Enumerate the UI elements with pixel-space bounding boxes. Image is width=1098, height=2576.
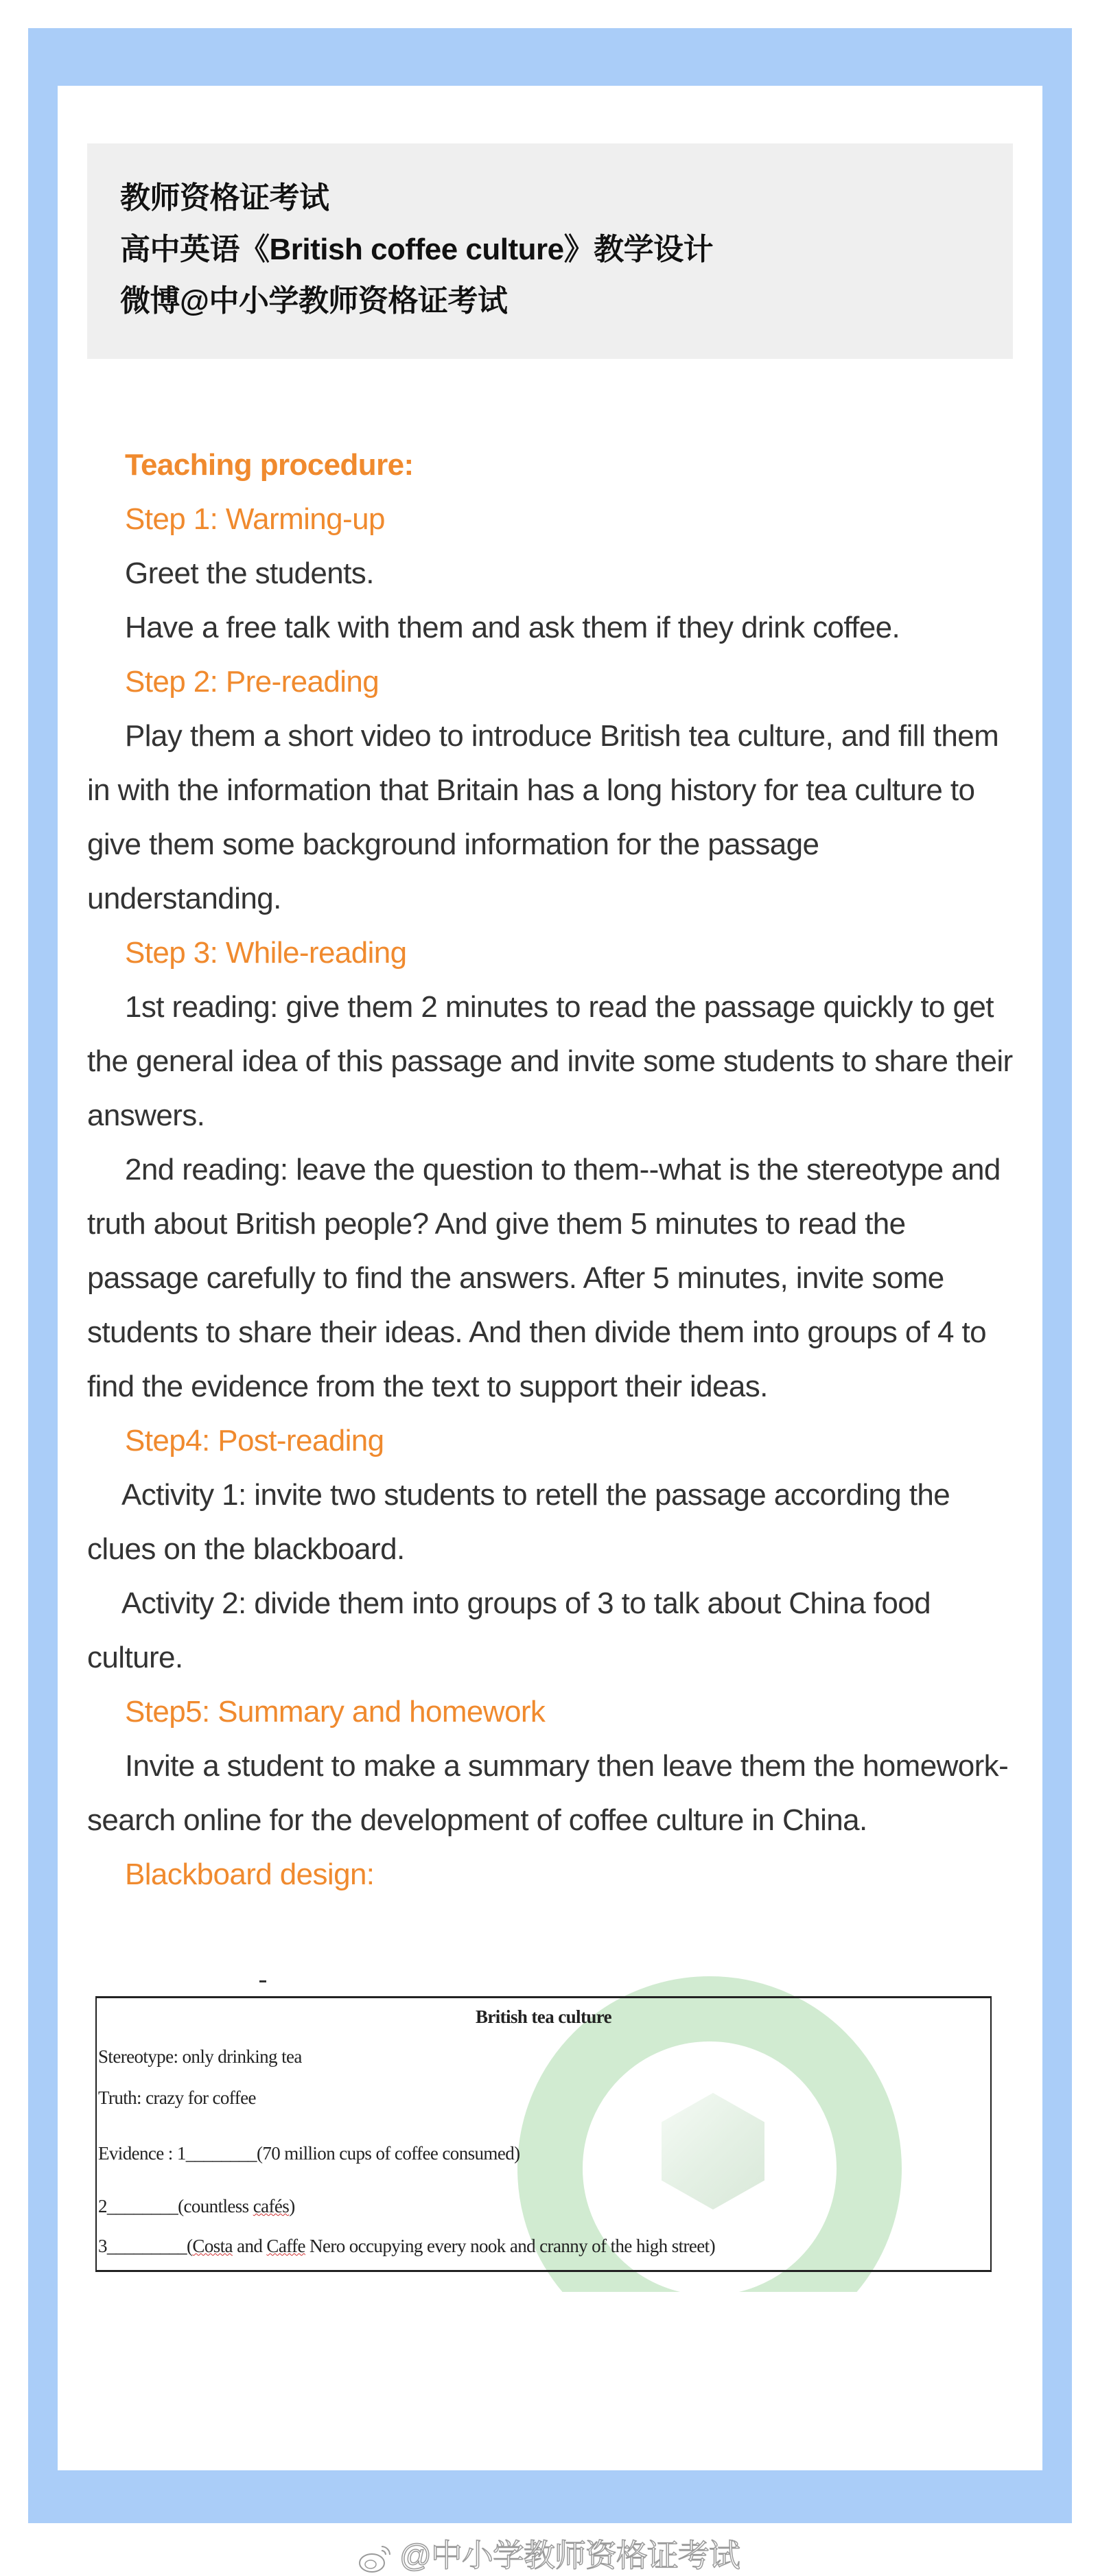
evidence-2-prefix: 2________(countless (98, 2196, 253, 2216)
step1-paragraph: Have a free talk with them and ask them if they drink coffee. (125, 611, 900, 644)
dash-mark (259, 1980, 266, 1982)
blackboard-evidence-2 (98, 2196, 295, 2217)
blackboard-stereotype: Stereotype: only drinking tea (98, 2046, 302, 2067)
blackboard-evidence-3 (98, 2236, 715, 2257)
evidence-3-prefix: 3_________( (98, 2236, 193, 2256)
header-line-exam: 教师资格证考试 (120, 181, 329, 215)
step3-paragraph: 2nd reading: leave the question to them--what is the stereotype and truth about British people? And give them 5 minutes to read the passage carefully to find the answers. After 5 minutes, invite some students to share their ideas. And then divide them into groups of 4 to find the evidence from the text to support their ideas. (87, 1153, 1001, 1403)
evidence-3-caffe: Caffe (266, 2236, 305, 2256)
blackboard-truth: Truth: crazy for coffee (98, 2087, 256, 2108)
step3-heading: Step 3: While-reading (125, 936, 407, 970)
step4-paragraph: Activity 1: invite two students to retell the passage according the clues on the blackboard. (87, 1478, 950, 1566)
header-box (87, 143, 1013, 359)
blackboard-table (95, 1996, 992, 2272)
blackboard-image (86, 1976, 1006, 2292)
header-line-weibo: 微博@中小学教师资格证考试 (120, 284, 508, 318)
evidence-2-word: cafés (253, 2196, 290, 2216)
step1-paragraph: Greet the students. (125, 557, 374, 590)
step1-heading: Step 1: Warming-up (125, 502, 385, 536)
blackboard-evidence-1: Evidence : 1________(70 million cups of coffee consumed) (98, 2143, 520, 2164)
step5-paragraph: Invite a student to make a summary then leave them the homework-search online for the development of coffee culture in China. (87, 1749, 1009, 1837)
lesson-body (87, 438, 1015, 1901)
blackboard-title: British tea culture (475, 2006, 612, 2027)
evidence-2-suffix: ) (289, 2196, 295, 2216)
header-line-title: 高中英语《British coffee culture》教学设计 (120, 233, 714, 266)
footer-watermark (0, 2531, 1098, 2576)
footer-watermark-text: @中小学教师资格证考试 (399, 2538, 740, 2573)
section-title: Teaching procedure: (125, 448, 414, 482)
step4-paragraph: Activity 2: divide them into groups of 3 to talk about China food culture. (87, 1586, 931, 1674)
blackboard-heading: Blackboard design: (125, 1858, 375, 1891)
step5-heading: Step5: Summary and homework (125, 1695, 546, 1729)
step4-heading: Step4: Post-reading (125, 1424, 384, 1457)
weibo-logo-icon (358, 2542, 394, 2574)
step2-heading: Step 2: Pre-reading (125, 665, 379, 699)
step2-paragraph: Play them a short video to introduce British tea culture, and fill them in with the information that Britain has a long history for tea culture to give them some background information for the passage understanding. (87, 719, 999, 915)
evidence-3-suffix: Nero occupying every nook and cranny of the high street) (305, 2236, 715, 2256)
evidence-3-costa: Costa (192, 2236, 233, 2256)
step3-paragraph: 1st reading: give them 2 minutes to read the passage quickly to get the general idea of this passage and invite some students to share their answers. (87, 990, 1013, 1132)
evidence-3-mid: and (232, 2236, 267, 2256)
